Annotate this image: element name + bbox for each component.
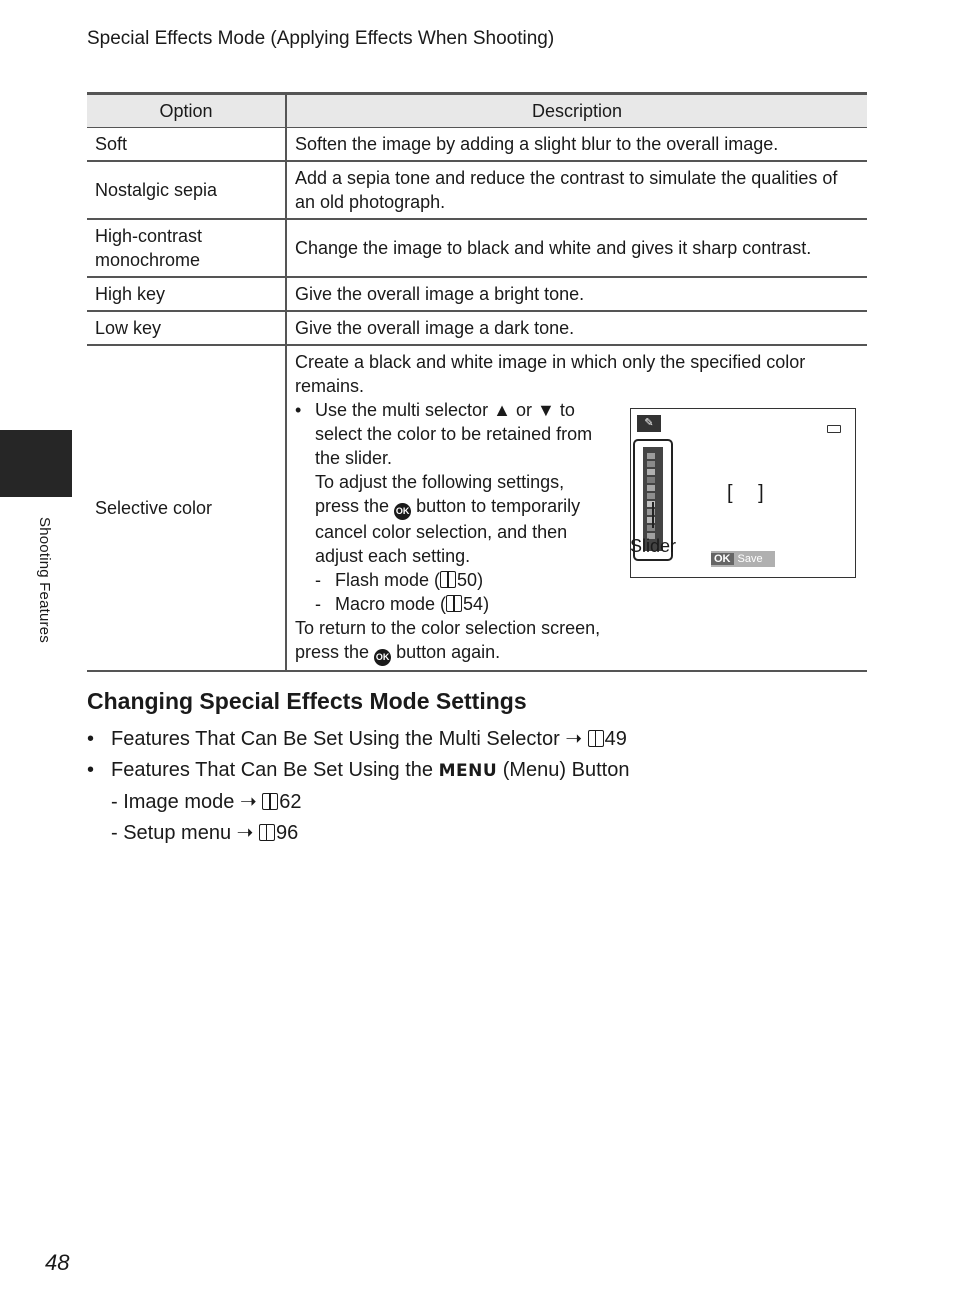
arrow-icon: ➝ [565,728,583,750]
battery-icon [827,425,841,433]
menu-button-icon: MENU [438,761,498,781]
description-cell: Give the overall image a bright tone. [286,277,867,311]
arrow-icon: ➝ [236,822,254,844]
option-cell: High key [87,277,286,311]
page-reference-icon [262,793,278,810]
page-reference-icon [259,824,275,841]
table-row-selective-color [87,345,867,671]
ok-save-indicator: OK Save [711,551,775,567]
table-row [87,219,867,277]
color-picker-icon: ✎ [637,415,661,432]
option-cell: High-contrast monochrome [87,219,286,277]
description-cell: Give the overall image a dark tone. [286,311,867,345]
list-item: • Features That Can Be Set Using the MENU (Menu) Button [87,759,630,781]
slider-callout-label: Slider [630,536,677,556]
table-row [87,277,867,311]
arrow-icon: ➝ [239,791,257,813]
ok-button-icon: OK [394,503,411,520]
section-title: Changing Special Effects Mode Settings [87,688,527,714]
up-arrow-icon: ▲ [493,400,511,420]
slider-leader-line [652,502,654,528]
list-item: - Flash mode ( 50) [315,570,484,590]
table-row [87,311,867,345]
page-number: 48 [45,1250,70,1275]
description-cell: Change the image to black and white and gives it sharp contrast. [286,219,867,277]
list-item: - Setup menu ➝ 96 [111,822,299,844]
option-cell: Soft [87,128,286,162]
focus-brackets: [ ] [727,482,774,504]
option-cell: Low key [87,311,286,345]
options-table [87,92,867,672]
description-cell [286,345,867,671]
return-instruction: To return to the color selection screen, press the OK button again. [295,616,611,666]
down-arrow-icon: ▼ [536,400,555,420]
table-header-row [87,94,867,128]
page-reference-icon [588,730,604,747]
table-row [87,161,867,219]
option-cell: Selective color [87,345,286,671]
page-reference-icon [440,571,456,588]
option-cell: Nostalgic sepia [87,161,286,219]
description-cell: Add a sepia tone and reduce the contrast to simulate the qualities of an old photograph. [286,161,867,219]
page-reference-icon [446,595,462,612]
chapter-label: Shooting Features [36,517,53,643]
features-list [87,724,629,849]
list-item: - Image mode ➝ 62 [111,791,302,813]
ok-button-icon: OK [374,649,391,666]
description-cell: Soften the image by adding a slight blur to the overall image. [286,128,867,162]
ok-icon: OK [711,553,734,565]
selective-intro: Create a black and white image in which only the specified color remains. [295,352,806,396]
list-item: • Use the multi selector ▲ or ▼ to select the color to be retained from the slider. To adjust the following settings, press the OK button to temporarily cancel color selection, and then adjust each setting. [295,400,593,566]
page-header: Special Effects Mode (Applying Effects When Shooting) [87,28,555,49]
chapter-tab [0,430,72,497]
list-item: - Macro mode ( 54) [315,594,490,614]
table-row [87,128,867,162]
option-column-header: Option [87,94,286,128]
description-column-header: Description [286,94,867,128]
list-item: • Features That Can Be Set Using the Multi Selector ➝ 49 [87,728,627,750]
